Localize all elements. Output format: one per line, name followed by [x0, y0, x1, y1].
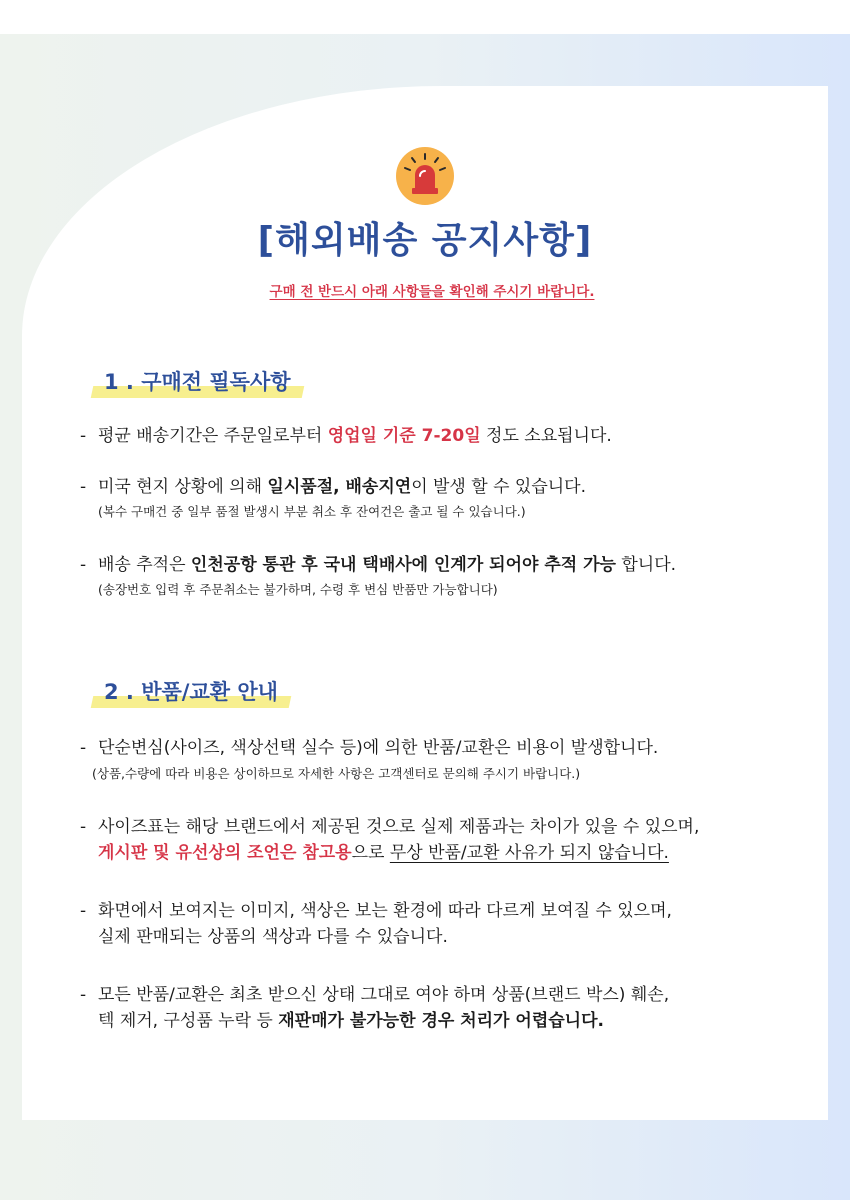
- list-item: - 사이즈표는 해당 브랜드에서 제공된 것으로 실제 제품과는 차이가 있을 수 있으며, 게시판 및 유선상의 조언은 참고용으로 무상 반품/교환 사유가 되지 않습니다.: [80, 817, 700, 863]
- list-item: - 화면에서 보여지는 이미지, 색상은 보는 환경에 따라 다르게 보여질 수 있으며, 실제 판매되는 상품의 색상과 다를 수 있습니다.: [80, 901, 672, 947]
- page-subtitle: 구매 전 반드시 아래 사항들을 확인해 주시기 바랍니다.: [269, 284, 595, 300]
- item-note: (복수 구매건 중 일부 품절 발생시 부분 취소 후 잔여건은 출고 될 수 있습니다.): [98, 504, 526, 519]
- page-title: [해외배송 공지사항]: [257, 220, 593, 261]
- list-item: - 모든 반품/교환은 최초 받으신 상태 그대로 여야 하며 상품(브랜드 박스) 훼손, 텍 제거, 구성품 누락 등 재판매가 불가능한 경우 처리가 어렵습니다.: [80, 985, 670, 1031]
- list-item: - 단순변심(사이즈, 색상선택 실수 등)에 의한 반품/교환은 비용이 발생합니다.: [80, 738, 659, 758]
- siren-icon: [395, 146, 455, 206]
- section-heading-returns: 2 . 반품/교환 안내: [104, 676, 278, 706]
- list-item: - 배송 추적은 인천공항 통관 후 국내 택배사에 인계가 되어야 추적 가능 합니다.: [80, 555, 677, 575]
- item-note: (상품,수량에 따라 비용은 상이하므로 자세한 사항은 고객센터로 문의해 주시기 바랍니다.): [92, 766, 581, 781]
- item-note: (송장번호 입력 후 주문취소는 불가하며, 수령 후 변심 반품만 가능합니다): [98, 582, 498, 597]
- list-item: - 평균 배송기간은 주문일로부터 영업일 기준 7-20일 정도 소요됩니다.: [80, 426, 612, 446]
- section-heading-purchase: 1 . 구매전 필독사항: [104, 366, 291, 396]
- list-item: - 미국 현지 상황에 의해 일시품절, 배송지연이 발생 할 수 있습니다.: [80, 477, 587, 497]
